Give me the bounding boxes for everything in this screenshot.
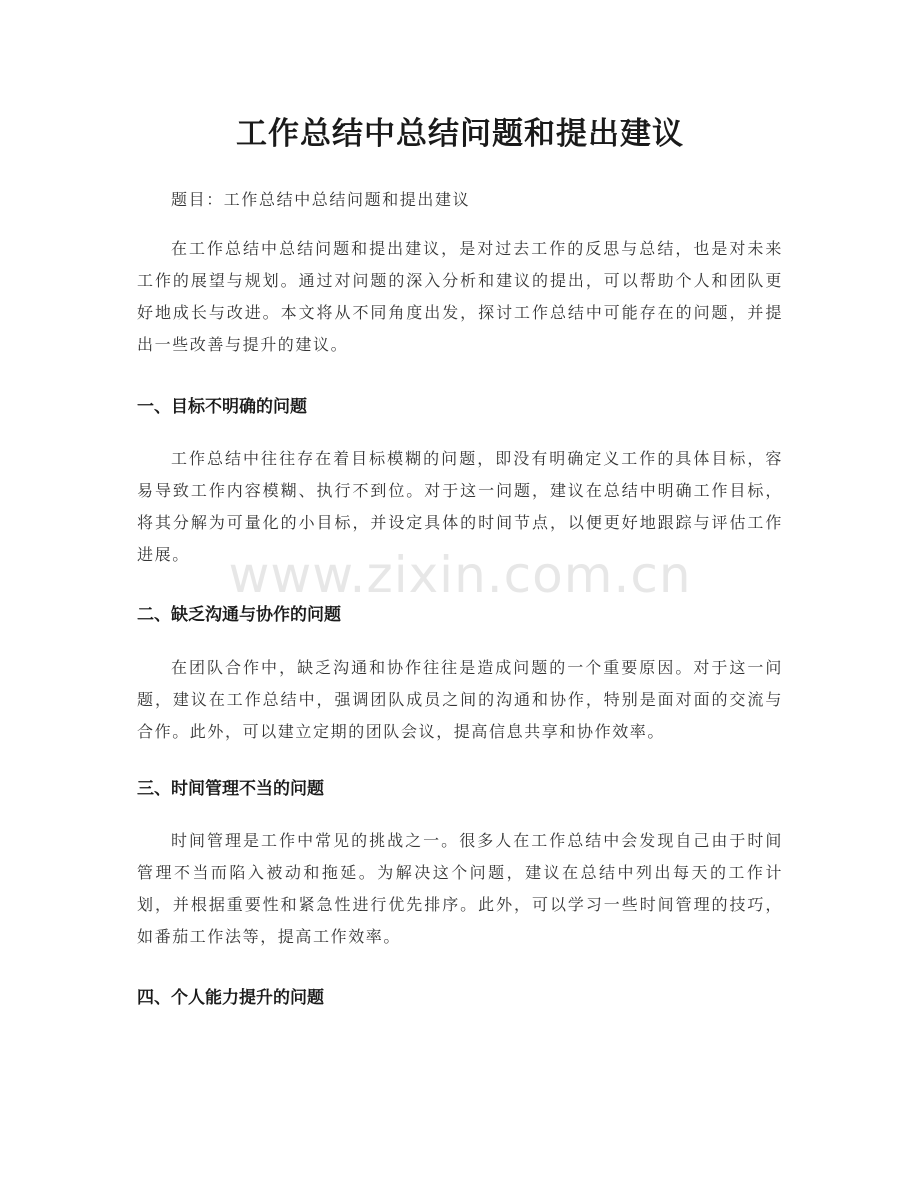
section-body-1: 工作总结中往往存在着目标模糊的问题，即没有明确定义工作的具体目标，容易导致工作内容模糊、执行不到位。对于这一问题，建议在总结中明确工作目标，将其分解为可量化的小目标，并设定具体的时间节点，以便更好地跟踪与评估工作进展。: [137, 449, 783, 564]
section-body-2: 在团队合作中，缺乏沟通和协作往往是造成问题的一个重要原因。对于这一问题，建议在工作总结中，强调团队成员之间的沟通和协作，特别是面对面的交流与合作。此外，可以建立定期的团队会议，提高信息共享和协作效率。: [137, 658, 783, 741]
subject-line: 题目：工作总结中总结问题和提出建议: [171, 190, 471, 209]
section-body-3: 时间管理是工作中常见的挑战之一。很多人在工作总结中会发现自己由于时间管理不当而陷入被动和拖延。为解决这个问题，建议在总结中列出每天的工作计划，并根据重要性和紧急性进行优先排序。此外，可以学习一些时间管理的技巧，如番茄工作法等，提高工作效率。: [137, 831, 783, 946]
section-heading-3: 三、时间管理不当的问题: [137, 779, 324, 799]
watermark-text: www.zixin.com.cn: [228, 546, 692, 604]
section-heading-1: 一、目标不明确的问题: [137, 397, 307, 417]
section-heading-4: 四、个人能力提升的问题: [137, 988, 324, 1008]
intro-paragraph: 在工作总结中总结问题和提出建议，是对过去工作的反思与总结，也是对未来工作的展望与规划。通过对问题的深入分析和建议的提出，可以帮助个人和团队更好地成长与改进。本文将从不同角度出发，探讨工作总结中可能存在的问题，并提出一些改善与提升的建议。: [137, 239, 783, 354]
document-title: 工作总结中总结问题和提出建议: [236, 116, 684, 152]
section-heading-2: 二、缺乏沟通与协作的问题: [137, 605, 341, 625]
